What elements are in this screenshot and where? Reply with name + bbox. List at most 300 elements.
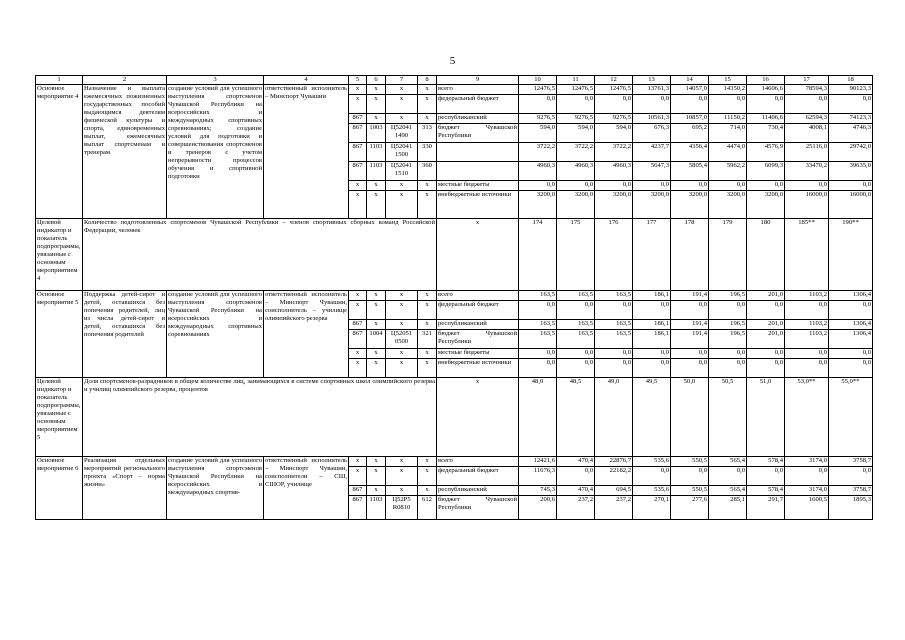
amount-cell: 0,0 [557,301,595,320]
amount-cell: 90123,3 [829,85,873,95]
amount-cell: 0,0 [633,181,671,191]
amount-cell: 0,0 [785,359,829,378]
funding-source: республиканский [437,486,519,496]
amount-cell: 0,0 [633,349,671,359]
amount-cell: 4237,7 [633,143,671,162]
code-type: х [418,191,437,219]
code-type: х [418,457,437,467]
amount-cell: 0,0 [519,301,557,320]
amount-cell: 714,0 [709,124,747,143]
amount-cell: 10857,0 [671,114,709,124]
funding-source: республиканский [437,114,519,124]
code-target: х [386,181,418,191]
amount-cell: 186,1 [633,330,671,349]
amount-cell: 9276,5 [519,114,557,124]
code-section: 1103 [367,496,386,520]
code-target: х [386,467,418,486]
funding-source: федеральный бюджет [437,467,519,486]
code-section: х [367,85,386,95]
code-section: х [367,95,386,114]
amount-cell: 163,5 [557,291,595,301]
amount-cell: 565,4 [709,457,747,467]
indicator-value: 185** [785,219,829,291]
funding-source: бюджет Чувашской Республики [437,124,519,143]
code-grbs: х [349,95,367,114]
code-type: х [418,467,437,486]
funding-source: местные бюджеты [437,181,519,191]
amount-cell: 0,0 [595,181,633,191]
indicator-marker: х [437,219,519,291]
amount-cell: 39635,0 [829,162,873,181]
amount-cell: 186,1 [633,320,671,330]
amount-cell: 0,0 [709,301,747,320]
amount-cell: 0,0 [557,95,595,114]
header-row [36,76,873,85]
column-number: 6 [367,76,386,85]
code-section: х [367,291,386,301]
code-grbs: х [349,191,367,219]
amount-cell: 12421,6 [519,457,557,467]
code-grbs: 867 [349,143,367,162]
amount-cell: 0,0 [785,349,829,359]
amount-cell: 3758,7 [829,457,873,467]
amount-cell: 0,0 [709,359,747,378]
code-target: Ц52051 0500 [386,330,418,349]
event-title: Реализация отдельных мероприятий регионального проекта «Спорт – норма жизни» [83,457,167,520]
event-name: Основное мероприятие 4 [36,85,83,219]
code-target: Ц52Р5 R0810 [386,496,418,520]
program-table [35,75,873,520]
amount-cell: 10561,3 [633,114,671,124]
amount-cell: 163,5 [519,291,557,301]
indicator-name: Целевой индикатор и показатель подпрограммы, увязанные с основным мероприятием 5 [36,378,83,457]
amount-cell: 0,0 [829,349,873,359]
amount-cell: 3200,0 [519,191,557,219]
code-section: 1103 [367,143,386,162]
amount-cell: 0,0 [709,349,747,359]
amount-cell: 16000,0 [829,191,873,219]
code-grbs: 867 [349,496,367,520]
code-grbs: 867 [349,320,367,330]
table-row [36,457,873,467]
column-number: 5 [349,76,367,85]
amount-cell: 78594,3 [785,85,829,95]
amount-cell: 3174,0 [785,486,829,496]
code-grbs: х [349,291,367,301]
indicator-value: 48,5 [557,378,595,457]
funding-source: республиканский [437,320,519,330]
amount-cell: 0,0 [747,95,785,114]
event-name: Основное мероприятие 5 [36,291,83,378]
code-grbs: х [349,181,367,191]
amount-cell: 695,2 [671,124,709,143]
amount-cell: 12476,5 [595,85,633,95]
amount-cell: 0,0 [785,301,829,320]
amount-cell: 11150,2 [709,114,747,124]
amount-cell: 0,0 [829,301,873,320]
column-number: 1 [36,76,83,85]
code-type: х [418,291,437,301]
amount-cell: 0,0 [829,95,873,114]
amount-cell: 0,0 [747,359,785,378]
column-number: 9 [437,76,519,85]
amount-cell: 163,5 [519,330,557,349]
amount-cell: 4960,3 [519,162,557,181]
amount-cell: 0,0 [785,95,829,114]
code-grbs: х [349,359,367,378]
table-row [36,85,873,95]
indicator-value: 55,0** [829,378,873,457]
funding-source: бюджет Чувашской Республики [437,330,519,349]
code-target: х [386,457,418,467]
code-section: 1103 [367,162,386,181]
indicator-name: Целевой индикатор и показатель подпрограммы, увязанные с основным мероприятием 4 [36,219,83,291]
code-section: х [367,191,386,219]
column-number: 11 [557,76,595,85]
indicator-value: 177 [633,219,671,291]
amount-cell: 0,0 [747,349,785,359]
code-target: х [386,95,418,114]
amount-cell: 0,0 [747,301,785,320]
amount-cell: 3174,0 [785,457,829,467]
amount-cell: 285,1 [709,496,747,520]
amount-cell: 29742,0 [829,143,873,162]
amount-cell: 0,0 [671,467,709,486]
amount-cell: 3200,0 [595,191,633,219]
code-type: 360 [418,162,437,181]
code-target: х [386,486,418,496]
code-section: х [367,457,386,467]
amount-cell: 0,0 [785,181,829,191]
amount-cell: 163,5 [557,330,595,349]
amount-cell: 163,5 [595,330,633,349]
code-type: х [418,85,437,95]
indicator-value: 53,0** [785,378,829,457]
code-target: х [386,301,418,320]
amount-cell: 277,6 [671,496,709,520]
code-grbs: 867 [349,162,367,181]
code-section: х [367,181,386,191]
code-target: х [386,320,418,330]
amount-cell: 594,0 [519,124,557,143]
code-type: 612 [418,496,437,520]
amount-cell: 550,5 [671,486,709,496]
column-number: 18 [829,76,873,85]
amount-cell: 3200,0 [709,191,747,219]
amount-cell: 1306,4 [829,330,873,349]
amount-cell: 1895,3 [829,496,873,520]
code-section: х [367,114,386,124]
amount-cell: 730,4 [747,124,785,143]
amount-cell: 270,1 [633,496,671,520]
indicator-row [36,219,873,291]
code-type: х [418,181,437,191]
amount-cell: 0,0 [595,301,633,320]
amount-cell: 33470,2 [785,162,829,181]
amount-cell: 0,0 [519,95,557,114]
indicator-value: 49,5 [633,378,671,457]
amount-cell: 201,0 [747,330,785,349]
column-number: 8 [418,76,437,85]
funding-source [437,143,519,162]
code-target: Ц52041 1490 [386,124,418,143]
code-type: х [418,95,437,114]
amount-cell: 163,5 [557,320,595,330]
table-row [36,291,873,301]
amount-cell: 565,4 [709,486,747,496]
amount-cell: 3722,2 [519,143,557,162]
code-target: Ц52041 1500 [386,143,418,162]
funding-source: внебюджетные источники [437,359,519,378]
code-grbs: х [349,85,367,95]
amount-cell: 201,0 [747,291,785,301]
indicator-value: 48,0 [519,378,557,457]
amount-cell: 74123,3 [829,114,873,124]
amount-cell: 3722,2 [557,143,595,162]
amount-cell: 1103,2 [785,320,829,330]
amount-cell: 0,0 [519,359,557,378]
indicator-value: 49,0 [595,378,633,457]
amount-cell: 62594,3 [785,114,829,124]
amount-cell: 201,0 [747,320,785,330]
indicator-value: 50,0 [671,378,709,457]
code-type: х [418,114,437,124]
column-number: 17 [785,76,829,85]
amount-cell: 16000,0 [785,191,829,219]
table-body [36,76,873,520]
amount-cell: 3200,0 [747,191,785,219]
event-title: Назначение и выплата ежемесячных пожизненных государственных пособий выдающимся деятелям физической культуры и спорта, единовременных выплат, ежемесячных выплат спортсменам и тренерам [83,85,167,219]
amount-cell: 237,2 [595,496,633,520]
code-grbs: х [349,349,367,359]
amount-cell: 5962,2 [709,162,747,181]
amount-cell: 14350,2 [709,85,747,95]
column-number: 14 [671,76,709,85]
code-type: 321 [418,330,437,349]
amount-cell: 0,0 [709,95,747,114]
column-number: 7 [386,76,418,85]
code-type: х [418,320,437,330]
code-target: Ц52041 1510 [386,162,418,181]
column-number: 3 [167,76,264,85]
indicator-text: Количество подготовленных спортсменов Чувашской Республики – членов спортивных сборных команд Российской Федерации, человек [83,219,437,291]
amount-cell: 5647,3 [633,162,671,181]
amount-cell: 0,0 [785,467,829,486]
amount-cell: 535,6 [633,486,671,496]
amount-cell: 11676,3 [519,467,557,486]
code-target: х [386,291,418,301]
amount-cell: 0,0 [633,95,671,114]
amount-cell: 4960,3 [557,162,595,181]
column-number: 13 [633,76,671,85]
code-target: х [386,114,418,124]
indicator-value: 180 [747,219,785,291]
code-target: х [386,359,418,378]
amount-cell: 186,1 [633,291,671,301]
event-name: Основное мероприятие 6 [36,457,83,520]
amount-cell: 200,6 [519,496,557,520]
amount-cell: 0,0 [595,349,633,359]
event-executor: ответственный исполнитель – Минспорт Чувашии [264,85,349,219]
amount-cell: 0,0 [557,349,595,359]
funding-source: внебюджетные источники [437,191,519,219]
column-number: 10 [519,76,557,85]
code-grbs: х [349,467,367,486]
amount-cell: 1306,4 [829,291,873,301]
amount-cell: 3200,0 [633,191,671,219]
amount-cell: 196,5 [709,291,747,301]
amount-cell: 0,0 [709,467,747,486]
amount-cell: 0,0 [595,359,633,378]
amount-cell: 237,2 [557,496,595,520]
amount-cell: 1306,4 [829,320,873,330]
amount-cell: 0,0 [671,349,709,359]
indicator-value: 176 [595,219,633,291]
column-number: 4 [264,76,349,85]
funding-source: местные бюджеты [437,349,519,359]
amount-cell: 3722,2 [595,143,633,162]
amount-cell: 4474,0 [709,143,747,162]
amount-cell: 163,5 [595,320,633,330]
amount-cell: 191,4 [671,330,709,349]
amount-cell: 578,4 [747,486,785,496]
amount-cell: 4576,9 [747,143,785,162]
funding-source: бюджет Чувашской Республики [437,496,519,520]
amount-cell: 163,5 [595,291,633,301]
amount-cell: 0,0 [671,95,709,114]
amount-cell: 196,5 [709,330,747,349]
indicator-value: 178 [671,219,709,291]
amount-cell: 0,0 [519,181,557,191]
amount-cell: 4356,4 [671,143,709,162]
indicator-value: 174 [519,219,557,291]
funding-source: федеральный бюджет [437,95,519,114]
code-grbs: 867 [349,124,367,143]
amount-cell: 22876,7 [595,457,633,467]
code-target: х [386,85,418,95]
event-executor: ответственный исполнитель – Минспорт Чувашии, соисполнители – СШ, СШОР, училище [264,457,349,520]
amount-cell: 0,0 [557,181,595,191]
indicator-value: 190** [829,219,873,291]
funding-source [437,162,519,181]
indicator-value: 175 [557,219,595,291]
indicator-text: Доля спортсменов-разрядников в общем количестве лиц, занимающихся в системе спортивных школ олимпийского резерва и училищ олимпийского резерва, процентов [83,378,437,457]
amount-cell: 1600,5 [785,496,829,520]
amount-cell: 0,0 [633,359,671,378]
amount-cell: 0,0 [557,359,595,378]
code-type: х [418,301,437,320]
amount-cell: 0,0 [829,467,873,486]
amount-cell: 694,5 [595,486,633,496]
event-executor: ответственный исполнитель – Минспорт Чувашии, соисполнитель – училище олимпийского резерва [264,291,349,378]
amount-cell: 0,0 [671,301,709,320]
code-section: х [367,467,386,486]
event-goal: создание условий для успешного выступления спортсменов Чувашской Республики на всероссийских и международных спортивных соревнованиях; создание условий для подготовки и совершенствования спортсменов и тренеров с учетом непрерывности процессов обучения и спортивной подготовки [167,85,264,219]
amount-cell: 0,0 [671,359,709,378]
code-type: х [418,359,437,378]
code-grbs: х [349,457,367,467]
amount-cell: 3200,0 [671,191,709,219]
column-number: 16 [747,76,785,85]
code-type: 330 [418,143,437,162]
amount-cell: 0,0 [829,359,873,378]
column-number: 15 [709,76,747,85]
code-section: 1003 [367,124,386,143]
amount-cell: 3200,0 [557,191,595,219]
amount-cell: 594,0 [557,124,595,143]
amount-cell: 1103,2 [785,291,829,301]
code-target: х [386,349,418,359]
code-grbs: х [349,301,367,320]
code-grbs: 867 [349,486,367,496]
code-section: х [367,486,386,496]
code-section: х [367,349,386,359]
event-goal: создание условий для успешного выступления спортсменов Чувашской Республики на всероссийских и международных спортив- [167,457,264,520]
amount-cell: 594,0 [595,124,633,143]
indicator-row [36,378,873,457]
indicator-value: 51,0 [747,378,785,457]
amount-cell: 25116,0 [785,143,829,162]
amount-cell: 4746,3 [829,124,873,143]
code-type: 313 [418,124,437,143]
indicator-marker: х [437,378,519,457]
funding-source: всего [437,457,519,467]
amount-cell: 470,4 [557,486,595,496]
funding-source: всего [437,85,519,95]
amount-cell: 9276,5 [595,114,633,124]
amount-cell: 191,4 [671,320,709,330]
amount-cell: 0,0 [709,181,747,191]
amount-cell: 550,5 [671,457,709,467]
amount-cell: 0,0 [557,467,595,486]
amount-cell: 6099,3 [747,162,785,181]
amount-cell: 0,0 [829,181,873,191]
amount-cell: 0,0 [747,467,785,486]
indicator-value: 50,5 [709,378,747,457]
code-section: 1004 [367,330,386,349]
amount-cell: 745,3 [519,486,557,496]
amount-cell: 0,0 [633,301,671,320]
indicator-value: 179 [709,219,747,291]
code-type: х [418,486,437,496]
event-title: Поддержка детей-сирот и детей, оставшихся без попечения родителей, лиц из числа детей-сирот и детей, оставшихся без попечения родителей [83,291,167,378]
amount-cell: 5805,4 [671,162,709,181]
amount-cell: 535,6 [633,457,671,467]
amount-cell: 22182,2 [595,467,633,486]
funding-source: федеральный бюджет [437,301,519,320]
amount-cell: 191,4 [671,291,709,301]
amount-cell: 676,3 [633,124,671,143]
amount-cell: 4960,3 [595,162,633,181]
amount-cell: 14057,0 [671,85,709,95]
amount-cell: 0,0 [519,349,557,359]
amount-cell: 291,7 [747,496,785,520]
column-number: 2 [83,76,167,85]
amount-cell: 1103,2 [785,330,829,349]
amount-cell: 0,0 [633,467,671,486]
amount-cell: 470,4 [557,457,595,467]
amount-cell: 13761,3 [633,85,671,95]
amount-cell: 9276,5 [557,114,595,124]
amount-cell: 196,5 [709,320,747,330]
code-target: х [386,191,418,219]
page-number: 5 [449,55,456,67]
amount-cell: 0,0 [595,95,633,114]
code-section: х [367,301,386,320]
amount-cell: 12476,5 [557,85,595,95]
funding-source: всего [437,291,519,301]
amount-cell: 0,0 [747,181,785,191]
